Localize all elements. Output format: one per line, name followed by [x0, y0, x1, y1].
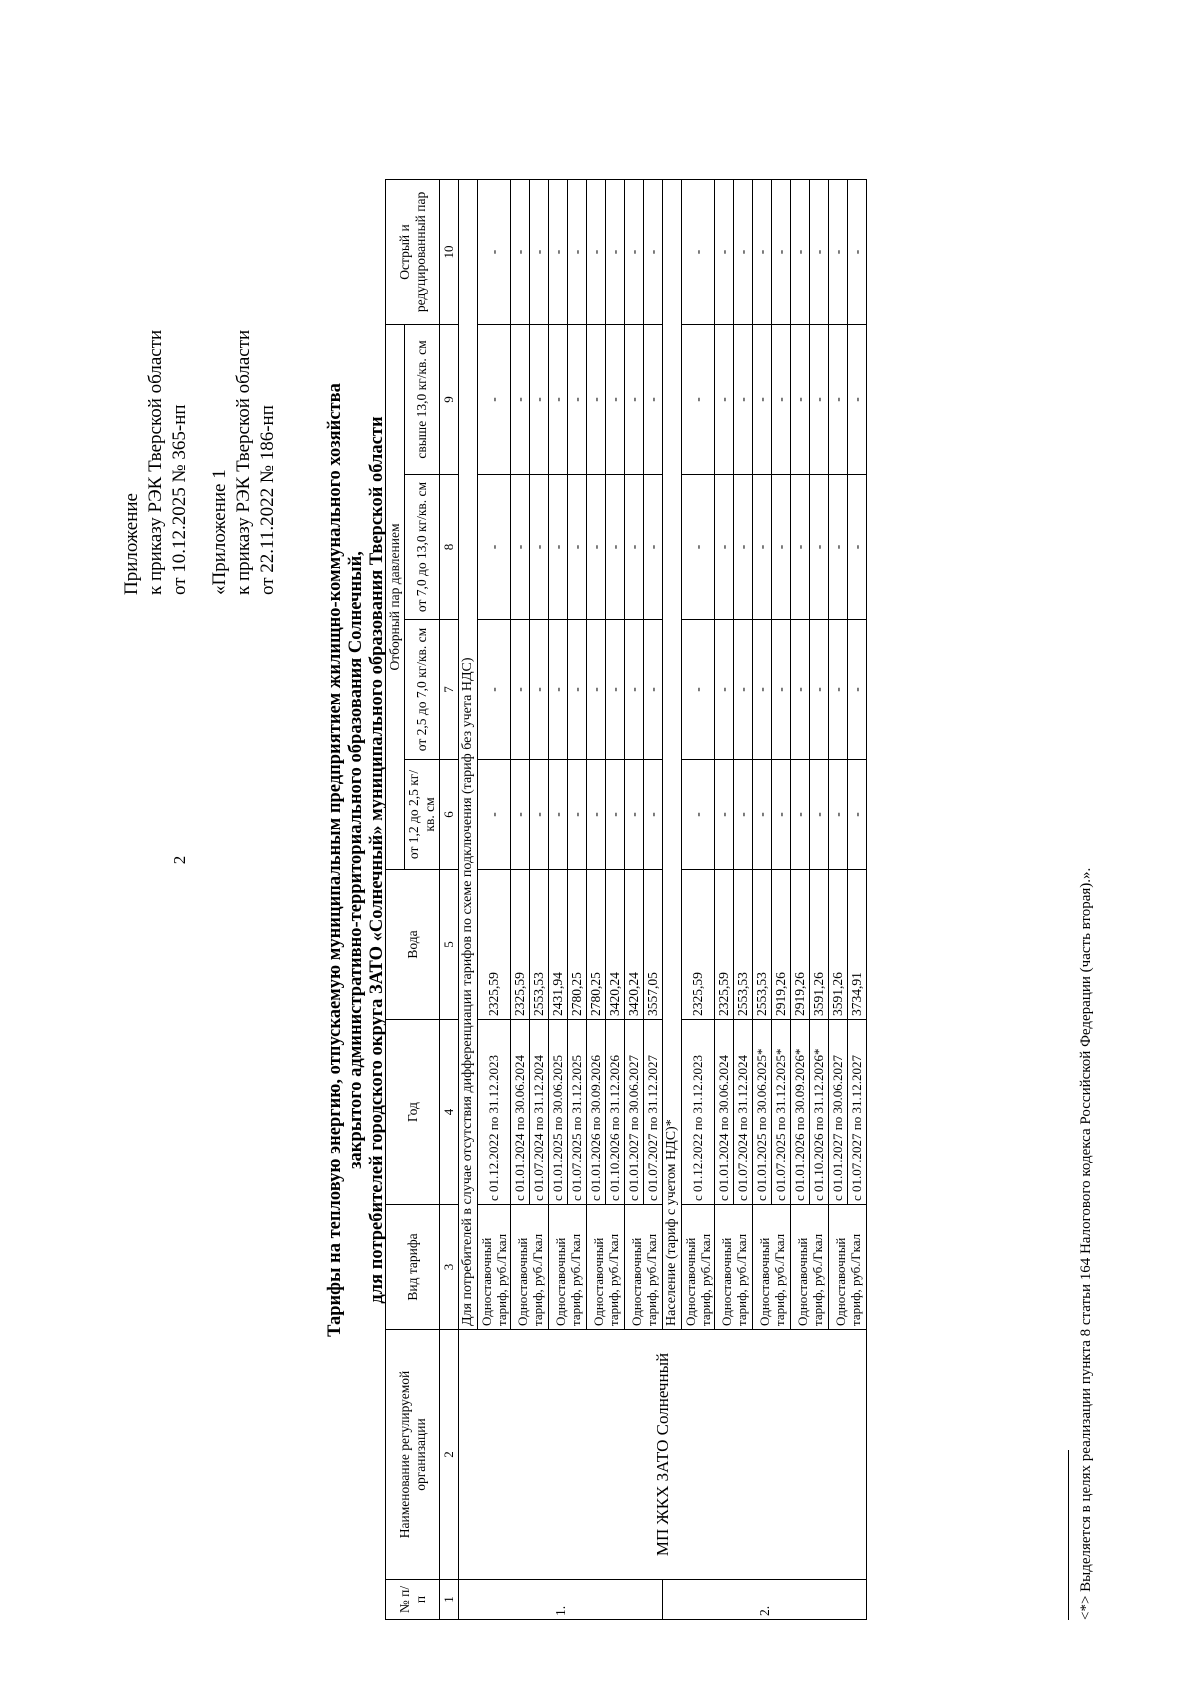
- header-no: № п/п: [386, 1580, 440, 1620]
- steam-tariff-s5: -: [682, 179, 715, 324]
- header-steam-4: свыше 13,0 кг/кв. см: [405, 324, 440, 474]
- steam-tariff-s1: -: [753, 760, 772, 870]
- steam-tariff-s5: -: [587, 179, 606, 324]
- steam-tariff-s1: -: [511, 760, 530, 870]
- header-sharp-steam: Острый и редуцированный пар: [386, 179, 440, 324]
- tariff-period: с 01.12.2022 по 31.12.2023: [682, 1020, 715, 1205]
- column-number: 9: [440, 324, 459, 474]
- footnote-divider: [1068, 1450, 1069, 1620]
- appendix-quoted-reference: [208, 330, 280, 595]
- steam-tariff-s1: -: [625, 760, 644, 870]
- steam-tariff-s4: -: [549, 324, 568, 474]
- steam-tariff-s2: -: [810, 620, 829, 760]
- steam-tariff-s4: -: [568, 324, 587, 474]
- steam-tariff-s1: -: [848, 760, 867, 870]
- steam-tariff-s5: -: [753, 179, 772, 324]
- section-number: 2.: [663, 1580, 867, 1620]
- steam-tariff-s3: -: [682, 475, 715, 620]
- tariff-kind: Одноставочный тариф, руб./Гкал: [478, 1205, 511, 1330]
- water-tariff: 3420,24: [625, 870, 644, 1020]
- tariff-period: с 01.07.2027 по 31.12.2027: [848, 1020, 867, 1205]
- steam-tariff-s5: -: [734, 179, 753, 324]
- steam-tariff-s3: -: [829, 475, 848, 620]
- tariff-kind: Одноставочный тариф, руб./Гкал: [511, 1205, 549, 1330]
- column-number: 7: [440, 620, 459, 760]
- title-line: Тарифы на тепловую энергию, отпускаемую муниципальным предприятием жилищно-коммунального хозяйства: [325, 383, 345, 1337]
- tariff-period: с 01.01.2027 по 30.06.2027: [829, 1020, 848, 1205]
- tariff-period: с 01.01.2025 по 30.06.2025: [549, 1020, 568, 1205]
- tariff-kind: Одноставочный тариф, руб./Гкал: [625, 1205, 663, 1330]
- steam-tariff-s5: -: [772, 179, 791, 324]
- steam-tariff-s1: -: [568, 760, 587, 870]
- document-title: [325, 160, 388, 1560]
- header-org: Наименование регулируемой организации: [386, 1330, 440, 1580]
- tariff-period: с 01.07.2025 по 31.12.2025: [568, 1020, 587, 1205]
- steam-tariff-s2: -: [682, 620, 715, 760]
- steam-tariff-s3: -: [753, 475, 772, 620]
- steam-tariff-s3: -: [511, 475, 530, 620]
- water-tariff: 2780,25: [587, 870, 606, 1020]
- steam-tariff-s3: -: [734, 475, 753, 620]
- steam-tariff-s3: -: [478, 475, 511, 620]
- steam-tariff-s3: -: [715, 475, 734, 620]
- steam-tariff-s4: -: [625, 324, 644, 474]
- column-number: 8: [440, 475, 459, 620]
- header-steam-3: от 7,0 до 13,0 кг/кв. см: [405, 475, 440, 620]
- steam-tariff-s3: -: [644, 475, 663, 620]
- steam-tariff-s4: -: [478, 324, 511, 474]
- tariff-period: с 01.07.2027 по 31.12.2027: [644, 1020, 663, 1205]
- steam-tariff-s3: -: [606, 475, 625, 620]
- steam-tariff-s2: -: [606, 620, 625, 760]
- tariff-period: с 01.07.2024 по 31.12.2024: [734, 1020, 753, 1205]
- tariff-period: с 01.01.2027 по 30.06.2027: [625, 1020, 644, 1205]
- appendix-line: «Приложение 1: [209, 469, 230, 595]
- steam-tariff-s4: -: [772, 324, 791, 474]
- steam-tariff-s2: -: [511, 620, 530, 760]
- steam-tariff-s2: -: [753, 620, 772, 760]
- water-tariff: 2325,59: [478, 870, 511, 1020]
- footnote: <*> Выделяется в целях реализации пункта 8 статьи 164 Налогового кодекса Российской Федерации (часть вторая).».: [1078, 867, 1094, 1620]
- column-number: 3: [440, 1205, 459, 1330]
- water-tariff: 3591,26: [810, 870, 829, 1020]
- tariff-period: с 01.07.2025 по 31.12.2025*: [772, 1020, 791, 1205]
- appendix-line: от 22.11.2022 № 186-нп: [257, 405, 278, 595]
- header-year: Год: [386, 1020, 440, 1205]
- tariff-period: с 01.12.2022 по 31.12.2023: [478, 1020, 511, 1205]
- steam-tariff-s5: -: [848, 179, 867, 324]
- steam-tariff-s3: -: [625, 475, 644, 620]
- steam-tariff-s4: -: [511, 324, 530, 474]
- water-tariff: 3420,24: [606, 870, 625, 1020]
- steam-tariff-s1: -: [734, 760, 753, 870]
- steam-tariff-s2: -: [715, 620, 734, 760]
- water-tariff: 2325,59: [715, 870, 734, 1020]
- steam-tariff-s2: -: [478, 620, 511, 760]
- steam-tariff-s2: -: [848, 620, 867, 760]
- section-label: Население (тариф с учетом НДС)*: [663, 179, 682, 1329]
- steam-tariff-s5: -: [810, 179, 829, 324]
- water-tariff: 2553,53: [753, 870, 772, 1020]
- steam-tariff-s1: -: [829, 760, 848, 870]
- header-row: [386, 179, 405, 1619]
- steam-tariff-s1: -: [549, 760, 568, 870]
- steam-tariff-s5: -: [478, 179, 511, 324]
- tariff-period: с 01.10.2026 по 31.12.2026*: [810, 1020, 829, 1205]
- steam-tariff-s5: -: [549, 179, 568, 324]
- tariff-kind: Одноставочный тариф, руб./Гкал: [549, 1205, 587, 1330]
- tariff-kind: Одноставочный тариф, руб./Гкал: [791, 1205, 829, 1330]
- steam-tariff-s4: -: [848, 324, 867, 474]
- column-number: 4: [440, 1020, 459, 1205]
- steam-tariff-s2: -: [734, 620, 753, 760]
- column-number-row: [440, 179, 459, 1619]
- header-water: Вода: [386, 870, 440, 1020]
- steam-tariff-s2: -: [587, 620, 606, 760]
- steam-tariff-s4: -: [644, 324, 663, 474]
- rotated-page: [20, 60, 1120, 1660]
- water-tariff: 2325,59: [511, 870, 530, 1020]
- steam-tariff-s1: -: [644, 760, 663, 870]
- tariff-period: с 01.07.2024 по 31.12.2024: [530, 1020, 549, 1205]
- steam-tariff-s5: -: [715, 179, 734, 324]
- water-tariff: 3734,91: [848, 870, 867, 1020]
- tariff-kind: Одноставочный тариф, руб./Гкал: [587, 1205, 625, 1330]
- steam-tariff-s1: -: [606, 760, 625, 870]
- steam-tariff-s3: -: [530, 475, 549, 620]
- water-tariff: 2919,26: [791, 870, 810, 1020]
- appendix-line: Приложение: [121, 493, 142, 595]
- steam-tariff-s1: -: [772, 760, 791, 870]
- tariff-kind: Одноставочный тариф, руб./Гкал: [715, 1205, 753, 1330]
- steam-tariff-s4: -: [734, 324, 753, 474]
- steam-tariff-s1: -: [682, 760, 715, 870]
- steam-tariff-s1: -: [587, 760, 606, 870]
- header-kind: Вид тарифа: [386, 1205, 440, 1330]
- steam-tariff-s4: -: [753, 324, 772, 474]
- tariff-kind: Одноставочный тариф, руб./Гкал: [682, 1205, 715, 1330]
- water-tariff: 2919,26: [772, 870, 791, 1020]
- header-steam-1: от 1,2 до 2,5 кг/кв. см: [405, 760, 440, 870]
- column-number: 5: [440, 870, 459, 1020]
- header-steam-2: от 2,5 до 7,0 кг/кв. см: [405, 620, 440, 760]
- appendix-reference: [120, 330, 192, 595]
- tariff-period: с 01.01.2026 по 30.09.2026: [587, 1020, 606, 1205]
- steam-tariff-s4: -: [829, 324, 848, 474]
- tariff-table: [385, 179, 867, 1620]
- steam-tariff-s4: -: [682, 324, 715, 474]
- tariff-kind: Одноставочный тариф, руб./Гкал: [829, 1205, 867, 1330]
- water-tariff: 2553,53: [734, 870, 753, 1020]
- column-number: 1: [440, 1580, 459, 1620]
- water-tariff: 2431,94: [549, 870, 568, 1020]
- steam-tariff-s3: -: [791, 475, 810, 620]
- steam-tariff-s5: -: [568, 179, 587, 324]
- table-header: [386, 179, 440, 1619]
- steam-tariff-s2: -: [829, 620, 848, 760]
- column-number: 2: [440, 1330, 459, 1580]
- title-line: для потребителей городского округа ЗАТО «Солнечный» муниципального образования Тверской области: [367, 416, 387, 1304]
- steam-tariff-s1: -: [530, 760, 549, 870]
- steam-tariff-s2: -: [791, 620, 810, 760]
- steam-tariff-s1: -: [715, 760, 734, 870]
- column-number: 6: [440, 760, 459, 870]
- appendix-line: к приказу РЭК Тверской области: [145, 329, 166, 595]
- header-steam: Отборный пар давлением: [386, 324, 405, 869]
- steam-tariff-s2: -: [549, 620, 568, 760]
- steam-tariff-s3: -: [810, 475, 829, 620]
- steam-tariff-s4: -: [810, 324, 829, 474]
- water-tariff: 2553,53: [530, 870, 549, 1020]
- steam-tariff-s5: -: [530, 179, 549, 324]
- steam-tariff-s2: -: [644, 620, 663, 760]
- steam-tariff-s4: -: [606, 324, 625, 474]
- steam-tariff-s4: -: [530, 324, 549, 474]
- steam-tariff-s2: -: [530, 620, 549, 760]
- tariff-period: с 01.01.2026 по 30.09.2026*: [791, 1020, 810, 1205]
- steam-tariff-s5: -: [791, 179, 810, 324]
- steam-tariff-s5: -: [625, 179, 644, 324]
- steam-tariff-s1: -: [810, 760, 829, 870]
- tariff-period: с 01.01.2024 по 30.06.2024: [715, 1020, 734, 1205]
- section-number: 1.: [459, 1580, 663, 1620]
- title-line: закрытого административно-территориального образования Солнечный,: [346, 551, 366, 1169]
- steam-tariff-s3: -: [549, 475, 568, 620]
- steam-tariff-s4: -: [587, 324, 606, 474]
- tariff-period: с 01.01.2025 по 30.06.2025*: [753, 1020, 772, 1205]
- steam-tariff-s5: -: [829, 179, 848, 324]
- steam-tariff-s3: -: [587, 475, 606, 620]
- tariff-kind: Одноставочный тариф, руб./Гкал: [753, 1205, 791, 1330]
- appendix-line: к приказу РЭК Тверской области: [233, 329, 254, 595]
- steam-tariff-s3: -: [772, 475, 791, 620]
- steam-tariff-s5: -: [511, 179, 530, 324]
- section-row: [459, 179, 478, 1619]
- column-number: 10: [440, 179, 459, 324]
- steam-tariff-s5: -: [606, 179, 625, 324]
- steam-tariff-s4: -: [791, 324, 810, 474]
- steam-tariff-s4: -: [715, 324, 734, 474]
- water-tariff: 2780,25: [568, 870, 587, 1020]
- steam-tariff-s3: -: [568, 475, 587, 620]
- tariff-period: с 01.01.2024 по 30.06.2024: [511, 1020, 530, 1205]
- section-label: Для потребителей в случае отсутствия дифференциации тарифов по схеме подключения (тариф без учета НДС): [459, 179, 478, 1329]
- steam-tariff-s2: -: [625, 620, 644, 760]
- water-tariff: 3557,05: [644, 870, 663, 1020]
- steam-tariff-s2: -: [772, 620, 791, 760]
- page-number: 2: [170, 855, 189, 865]
- organization-name: МП ЖКХ ЗАТО Солнечный: [459, 1330, 867, 1580]
- appendix-line: от 10.12.2025 № 365-нп: [169, 404, 190, 595]
- steam-tariff-s2: -: [568, 620, 587, 760]
- steam-tariff-s3: -: [848, 475, 867, 620]
- table-body: [440, 179, 867, 1619]
- water-tariff: 2325,59: [682, 870, 715, 1020]
- steam-tariff-s1: -: [478, 760, 511, 870]
- steam-tariff-s1: -: [791, 760, 810, 870]
- tariff-period: с 01.10.2026 по 31.12.2026: [606, 1020, 625, 1205]
- water-tariff: 3591,26: [829, 870, 848, 1020]
- steam-tariff-s5: -: [644, 179, 663, 324]
